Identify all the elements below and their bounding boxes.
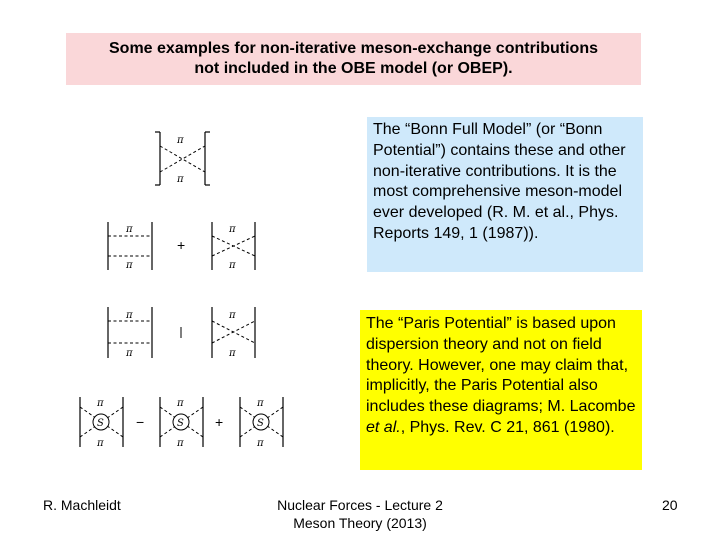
pi-label: π [97,398,104,409]
pi-label: π [229,310,236,321]
paris-text-ref: , Phys. Rev. C 21, 861 (1980). [400,418,615,436]
plus-sign: + [177,237,186,253]
diagram-crossed-box [155,132,210,185]
pi-label: π [126,260,133,271]
title-line-2: not included in the OBE model (or OBEP). [194,60,513,77]
minus-sign: − [136,414,145,430]
footer-author: R. Machleidt [43,497,121,513]
paris-et-al: et al. [366,418,401,436]
s-label: S [97,418,104,429]
diagram-s-1 [80,397,123,449]
pi-label: π [126,310,133,321]
s-label: S [177,418,184,429]
paris-potential-note [360,310,642,470]
plus-sign: + [215,414,224,430]
diagram-s-2 [160,397,203,449]
bonn-model-note: The “Bonn Full Model” (or “Bonn Potential”) contains these and other non-iterative contributions. It is the most comprehensive meson-model ever developed (R. M. et al., Phys. Reports 149, 1 (1987)). [367,117,643,272]
pi-label: π [177,438,184,449]
pi-label: π [257,398,264,409]
diagram-box-left-row2 [108,222,152,271]
pi-label: π [229,260,236,271]
footer-course-line-2: Meson Theory (2013) [293,515,427,531]
pi-label: π [97,438,104,449]
pi-label: π [177,174,184,185]
diagram-crossed-right-row2 [212,222,255,271]
page-number: 20 [662,497,678,513]
paris-text-main: The “Paris Potential” is based upon dispersion theory and not on field theory. However, one may claim that, implicitly, the Paris Potential also includes these diagrams; M. Lacombe [366,315,636,416]
diagram-s-3 [240,397,283,449]
s-label: S [257,418,264,429]
pi-label: π [126,224,133,235]
title-line-1: Some examples for non-iterative meson-exchange contributions [109,40,598,57]
pi-label: π [177,398,184,409]
pi-label: π [177,135,184,146]
footer-course [230,496,490,532]
pi-label: π [229,224,236,235]
pi-label: π [126,348,133,359]
diagram-box-left-row3 [108,307,152,359]
diagram-crossed-right-row3 [212,307,255,359]
pi-label: π [257,438,264,449]
footer-course-line-1: Nuclear Forces - Lecture 2 [277,497,443,513]
pi-label: π [229,348,236,359]
